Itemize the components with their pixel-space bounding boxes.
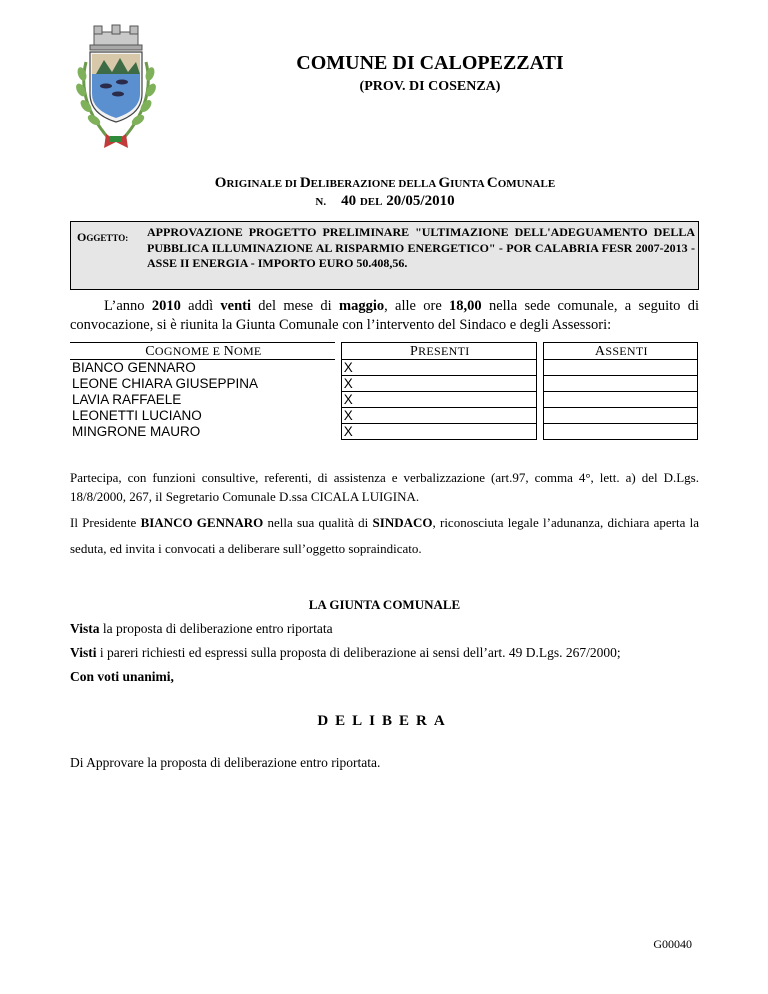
header-absent: ASSENTI bbox=[543, 343, 697, 360]
subject-label: OGGETTO: bbox=[77, 230, 129, 244]
session-intro: L’anno 2010 addì venti del mese di maggio, alle ore 18,00 nella sede comunale, a seguito di convocazione, si è riunita la Giunta Comunale con l’intervento del Sindaco e degli Assessori: bbox=[70, 298, 699, 333]
table-row: LEONE CHIARA GIUSEPPINA X bbox=[70, 376, 698, 392]
president-paragraph: Il Presidente BIANCO GENNARO nella sua qualità di SINDACO, riconosciuta legale l’adunanza, dichiara aperta la seduta, ed invita i convocati a deliberare sull’oggetto sopraindicato. bbox=[70, 515, 699, 556]
vote-line: Con voti unanimi, bbox=[70, 669, 174, 684]
session-month: maggio bbox=[338, 298, 385, 314]
header-present: PRESENTI bbox=[341, 343, 536, 360]
table-row: BIANCO GENNARO X bbox=[70, 360, 698, 376]
municipal-crest-icon bbox=[66, 22, 166, 154]
subject-text: APPROVAZIONE PROGETTO PRELIMINARE "ULTIMAZIONE DELL'ADEGUAMENTO DELLA PUBBLICA ILLUMINAZIONE AL RISPARMIO ENERGETICO" - POR CALABRIA FESR 2007-2013 - ASSE II ENERGIA - IMPORTO EURO 50.408,56. bbox=[147, 225, 695, 270]
table-row: MINGRONE MAURO X bbox=[70, 424, 698, 440]
subject-box bbox=[70, 221, 699, 290]
date-label: DEL bbox=[359, 196, 383, 208]
secretary-paragraph: Partecipa, con funzioni consultive, referenti, di assistenza e verbalizzazione (art.97, comma 4°, lett. a) del D.Lgs. 18/8/2000, 267, il Segretario Comunale D.ssa CICALA LUIGINA. bbox=[70, 470, 699, 504]
province-subtitle: (PROV. DI COSENZA) bbox=[359, 79, 501, 94]
president-name: BIANCO GENNARO bbox=[140, 515, 264, 530]
document-code: G00040 bbox=[653, 937, 692, 951]
deliberation-heading: ORIGINALE DI DELIBERAZIONE DELLA GIUNTA COMUNALE bbox=[214, 175, 556, 191]
deliberation-number: 40 bbox=[341, 193, 357, 209]
session-day: venti bbox=[220, 298, 252, 314]
table-row: LEONETTI LUCIANO X bbox=[70, 408, 698, 424]
table-row: LAVIA RAFFAELE X bbox=[70, 392, 698, 408]
session-hour: 18,00 bbox=[449, 298, 482, 314]
header-name: COGNOME E NOME bbox=[70, 343, 335, 360]
deliberation-number-date bbox=[70, 193, 700, 210]
visti-line: Visti i pareri richiesti ed espressi sulla proposta di deliberazione ai sensi dell’art. 49 D.Lgs. 267/2000; bbox=[70, 645, 621, 660]
number-label: N. bbox=[315, 196, 327, 208]
municipality-title: COMUNE DI CALOPEZZATI bbox=[296, 52, 564, 74]
resolution-text: Di Approvare la proposta di deliberazione entro riportata. bbox=[70, 755, 381, 770]
session-year: 2010 bbox=[151, 298, 181, 314]
attendance-table bbox=[70, 342, 698, 440]
president-role: SINDACO bbox=[372, 515, 433, 530]
deliberation-date: 20/05/2010 bbox=[386, 193, 455, 209]
vista-line: Vista la proposta di deliberazione entro riportata bbox=[70, 621, 333, 636]
delibera-heading: DELIBERA bbox=[317, 713, 452, 729]
table-header-row bbox=[70, 343, 698, 360]
section-heading: LA GIUNTA COMUNALE bbox=[308, 597, 461, 612]
